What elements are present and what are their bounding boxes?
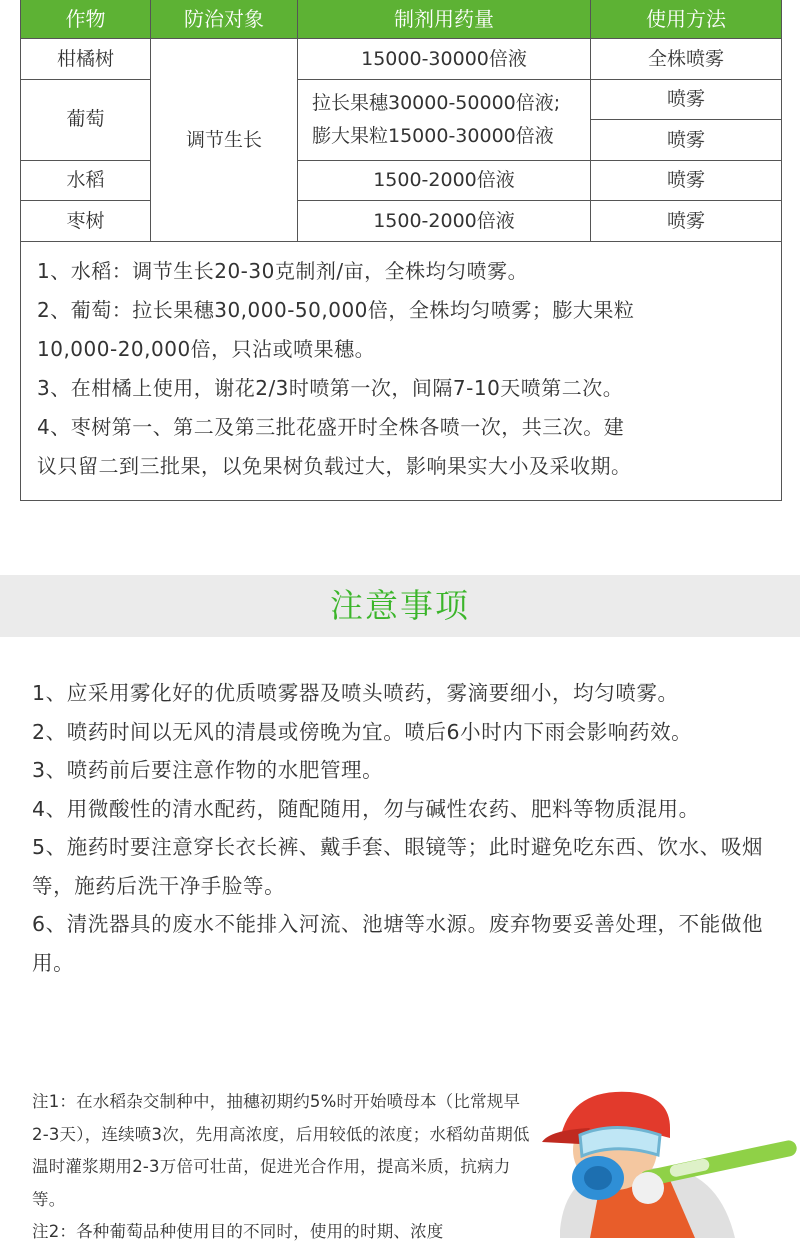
target-cell: 调节生长 — [151, 39, 298, 242]
method-cell: 喷雾 — [591, 120, 782, 161]
crop-cell: 葡萄 — [21, 79, 151, 160]
table-header-row — [21, 0, 782, 39]
method-cell: 喷雾 — [591, 160, 782, 201]
precaution-item: 5、施药时要注意穿长衣长裤、戴手套、眼镜等；此时避免吃东西、饮水、吸烟等，施药后洗干净手脸等。 — [32, 835, 764, 898]
crop-cell: 水稻 — [21, 160, 151, 201]
usage-table — [20, 0, 782, 501]
worker-figure-icon — [520, 1080, 800, 1238]
notes-cell — [21, 241, 782, 500]
header-crop: 作物 — [21, 0, 151, 39]
precautions-list — [32, 674, 772, 982]
footnote: 注1：在水稻杂交制种中，抽穗初期约5%时开始喷母本（比常规早2-3天），连续喷3次，先用高浓度，后用较低的浓度；水稻幼苗期低温时灌浆期用2-3万倍可壮苗，促进光合作用，提高米质，抗病力等。 — [32, 1092, 530, 1209]
dosage-line: 膨大果粒15000-30000倍液 — [312, 124, 554, 147]
note-line: 议只留二到三批果，以免果树负载过大，影响果实大小及采收期。 — [37, 453, 632, 478]
table-row — [21, 160, 782, 201]
method-cell: 喷雾 — [591, 201, 782, 242]
table-row — [21, 79, 782, 120]
method-cell: 全株喷雾 — [591, 39, 782, 80]
table-row — [21, 201, 782, 242]
notes-row — [21, 241, 782, 500]
note-line: 3、在柑橘上使用，谢花2/3时喷第一次，间隔7-10天喷第二次。 — [37, 375, 624, 400]
precaution-item: 4、用微酸性的清水配药，随配随用，勿与碱性农药、肥料等物质混用。 — [32, 796, 700, 821]
method-cell: 喷雾 — [591, 79, 782, 120]
crop-cell: 柑橘树 — [21, 39, 151, 80]
dosage-cell: 1500-2000倍液 — [298, 201, 591, 242]
dosage-cell: 1500-2000倍液 — [298, 160, 591, 201]
footnotes — [32, 1086, 532, 1249]
precaution-item: 1、应采用雾化好的优质喷雾器及喷头喷药，雾滴要细小，均匀喷雾。 — [32, 681, 679, 705]
section-title: 注意事项 — [330, 586, 470, 625]
precaution-item: 3、喷药前后要注意作物的水肥管理。 — [32, 758, 384, 782]
footnote: 注2：各种葡萄品种使用目的不同时，使用的时期、浓度 — [32, 1222, 444, 1241]
dosage-line: 拉长果穗30000-50000倍液; — [312, 91, 561, 114]
table-row — [21, 39, 782, 80]
precaution-item: 6、清洗器具的废水不能排入河流、池塘等水源。废弃物要妥善处理，不能做他用。 — [32, 912, 764, 975]
note-line: 1、水稻：调节生长20-30克制剂/亩，全株均匀喷雾。 — [37, 258, 529, 283]
header-method: 使用方法 — [591, 0, 782, 39]
dosage-cell — [298, 79, 591, 160]
crop-cell: 枣树 — [21, 201, 151, 242]
note-line: 4、枣树第一、第二及第三批花盛开时全株各喷一次，共三次。建 — [37, 414, 625, 439]
note-line: 10,000-20,000倍，只沾或喷果穗。 — [37, 336, 376, 361]
note-line: 2、葡萄：拉长果穗30,000-50,000倍，全株均匀喷雾；膨大果粒 — [37, 297, 635, 322]
sprayer-worker-illustration — [520, 1080, 800, 1238]
header-target: 防治对象 — [151, 0, 298, 39]
section-banner — [0, 575, 800, 637]
precaution-item: 2、喷药时间以无风的清晨或傍晚为宜。喷后6小时内下雨会影响药效。 — [32, 719, 693, 744]
header-dosage: 制剂用药量 — [298, 0, 591, 39]
dosage-cell: 15000-30000倍液 — [298, 39, 591, 80]
